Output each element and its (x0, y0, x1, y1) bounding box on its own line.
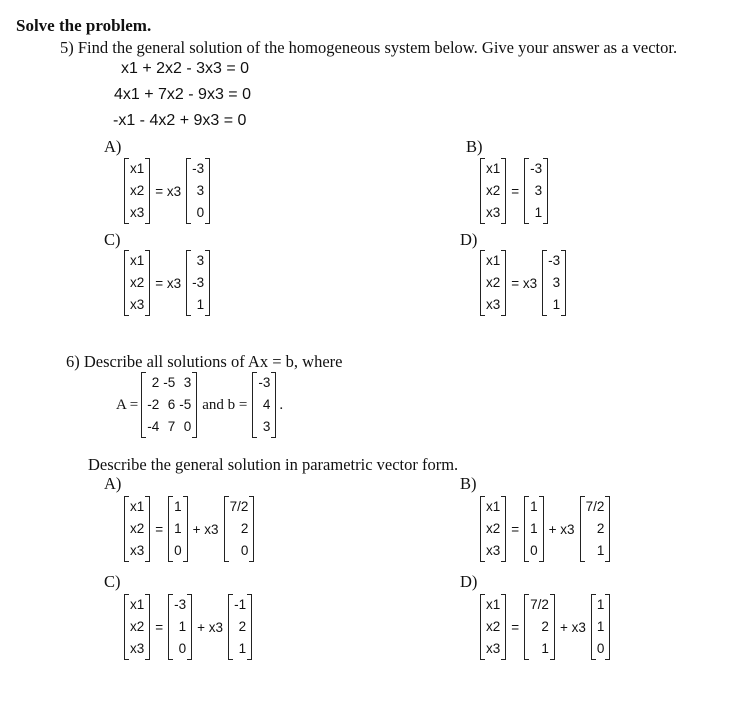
q6-option-d-label[interactable]: D) (460, 572, 478, 591)
q5-d-variable-vector: x1 x2 x3 (480, 250, 506, 316)
q5-option-c-label[interactable]: C) (104, 230, 121, 249)
q6-a-equals: = (155, 521, 164, 537)
q5-c-variable-vector: x1 x2 x3 (124, 250, 150, 316)
matrix-a-label: A = (116, 396, 139, 413)
section-header: Solve the problem. (16, 16, 152, 35)
q6-c-variable-vector: x1 x2 x3 (124, 594, 150, 660)
q6-option-b[interactable] (480, 496, 610, 562)
q6-c-plus: + x3 (197, 619, 224, 635)
q6-option-c[interactable] (124, 594, 252, 660)
q6-b-direction-vector: 7/2 2 1 (580, 496, 611, 562)
q6-b-variable-vector: x1 x2 x3 (480, 496, 506, 562)
q6-b-equals: = (511, 521, 520, 537)
q5-a-solution-vector: -3 3 0 (186, 158, 210, 224)
q5-option-a-label[interactable]: A) (104, 137, 122, 156)
q6-option-d[interactable] (480, 594, 610, 660)
q6-option-a-label[interactable]: A) (104, 474, 122, 493)
q5-b-operator: = (511, 183, 520, 199)
q6-instruction: Describe the general solution in parametric vector form. (88, 455, 459, 474)
q6-a-particular-vector: 1 1 0 (168, 496, 188, 562)
q6-option-a[interactable] (124, 496, 254, 562)
q5-d-operator: = x3 (511, 275, 538, 291)
q6-a-plus: + x3 (192, 521, 219, 537)
q6-b-particular-vector: 1 1 0 (524, 496, 544, 562)
q5-a-operator: = x3 (155, 183, 182, 199)
q5-option-c[interactable] (124, 250, 210, 316)
q6-d-equals: = (511, 619, 520, 635)
q5-option-d[interactable] (480, 250, 566, 316)
q6-c-particular-vector: -3 1 0 (168, 594, 192, 660)
q6-option-c-label[interactable]: C) (104, 572, 121, 591)
q5-b-solution-vector: -3 3 1 (524, 158, 548, 224)
q5-option-b[interactable] (480, 158, 548, 224)
vector-b: -3 4 3 (252, 372, 276, 438)
q5-c-operator: = x3 (155, 275, 182, 291)
q5-d-solution-vector: -3 3 1 (542, 250, 566, 316)
q5-option-d-label[interactable]: D) (460, 230, 478, 249)
q6-d-variable-vector: x1 x2 x3 (480, 594, 506, 660)
q6-d-particular-vector: 7/2 2 1 (524, 594, 555, 660)
q5-a-variable-vector: x1 x2 x3 (124, 158, 150, 224)
q6-d-plus: + x3 (559, 619, 586, 635)
q5-option-a[interactable] (124, 158, 210, 224)
q6-a-direction-vector: 7/2 2 0 (224, 496, 255, 562)
q6-b-plus: + x3 (548, 521, 575, 537)
matrix-a: 2 -5 3 -2 6 -5 -4 7 0 (141, 372, 197, 438)
q5-equation-1: x1 + 2x2 - 3x3 = 0 (121, 60, 250, 77)
q5-equation-2: 4x1 + 7x2 - 9x3 = 0 (114, 86, 251, 103)
q6-system (116, 372, 283, 438)
question-5-text: 5) Find the general solution of the homogeneous system below. Give your answer as a vector. (60, 38, 678, 57)
q6-c-direction-vector: -1 2 1 (228, 594, 252, 660)
q6-option-b-label[interactable]: B) (460, 474, 477, 493)
q5-equation-3: -x1 - 4x2 + 9x3 = 0 (113, 112, 247, 129)
q6-c-equals: = (155, 619, 164, 635)
q5-c-solution-vector: 3 -3 1 (186, 250, 210, 316)
q5-option-b-label[interactable]: B) (466, 137, 483, 156)
question-6-text: 6) Describe all solutions of Ax = b, where (66, 352, 343, 371)
vector-b-label: and b = (202, 396, 248, 413)
period: . (279, 396, 284, 413)
q6-d-direction-vector: 1 1 0 (591, 594, 611, 660)
q6-a-variable-vector: x1 x2 x3 (124, 496, 150, 562)
q5-b-variable-vector: x1 x2 x3 (480, 158, 506, 224)
